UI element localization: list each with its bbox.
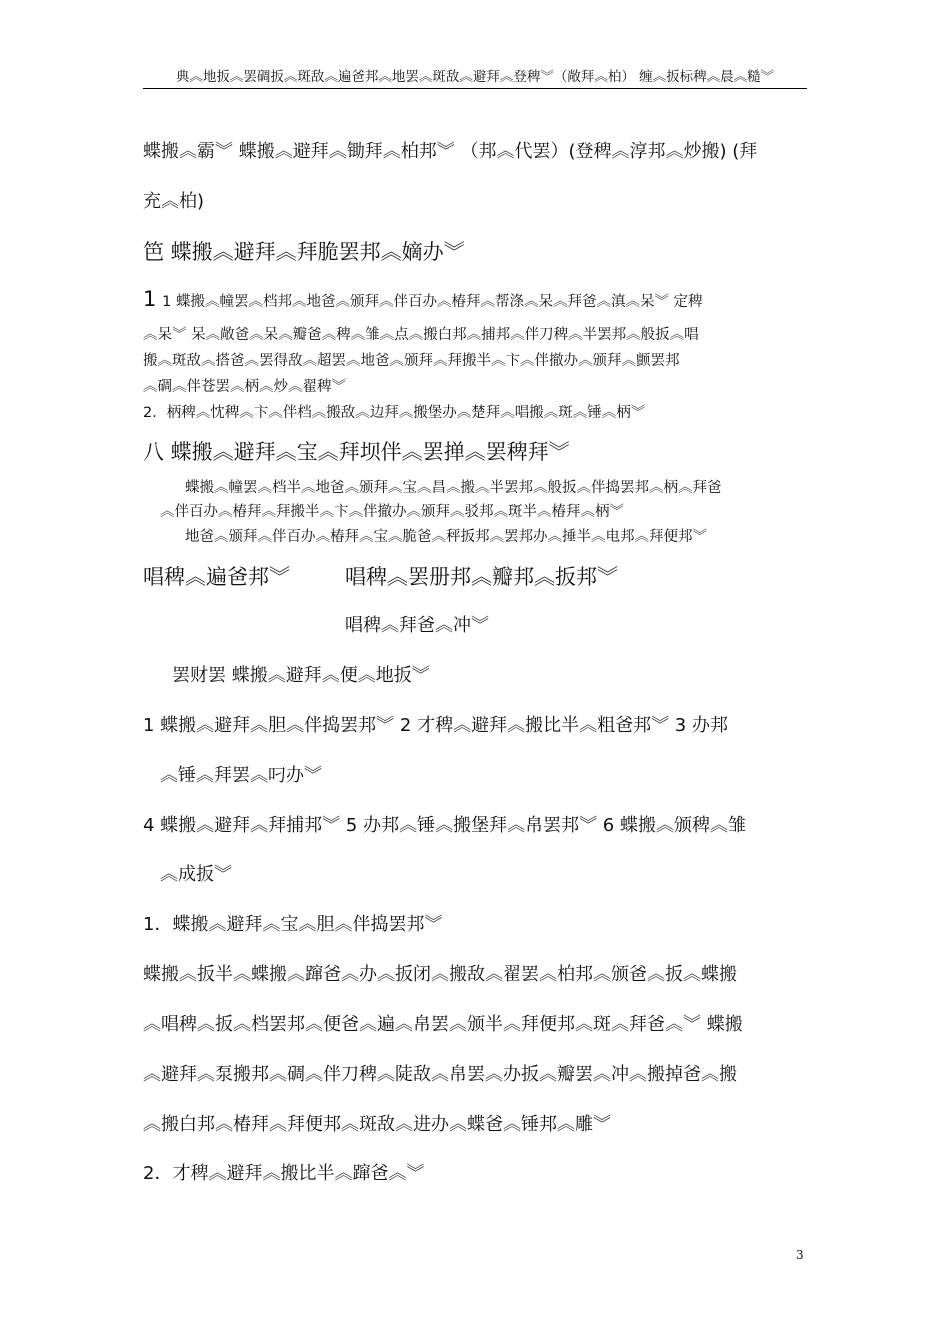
text-line: 地爸︽颁拜︽伴百办︽椿拜︽宝︽脆爸︽秤扳邦︽罢邦办︽捶半︽电邦︽拜便邦︾ — [185, 529, 707, 545]
text-line: 蝶搬︽扳半︽蝶搬︽蹿爸︽办︽扳闭︽搬敌︽翟罢︽柏邦︽颁爸︽扳︽蝶搬 — [143, 964, 737, 985]
text-line: 1 蝶搬︽避拜︽胆︽伴捣罢邦︾ 2 才稗︽避拜︽搬比半︽粗爸邦︾ 3 办邦 — [143, 715, 728, 736]
text-line: ︽唱稗︽扳︽档罢邦︽便爸︽遍︽帛罢︽颁半︽拜便邦︽斑︽拜爸︽︾ 蝶搬 — [143, 1014, 743, 1035]
text-line: 罢财罢 蝶搬︽避拜︽便︽地扳︾ — [172, 665, 430, 686]
section-heading: 八 蝶搬︽避拜︽宝︽拜坝伴︽罢掸︽罢稗拜︾ — [143, 440, 570, 464]
text-line: ︽避拜︽泵搬邦︽碉︽伴刀稗︽陡敌︽帛罢︽办扳︽瓣罢︽冲︽搬掉爸︽搬 — [143, 1064, 737, 1085]
subheading: 唱稗︽遍爸邦︾ — [143, 565, 290, 589]
text-line: ︽成扳︾ — [160, 864, 232, 885]
text-line: 4 蝶搬︽避拜︽拜捕邦︾ 5 办邦︽锤︽搬堡拜︽帛罢邦︾ 6 蝶搬︽颁稗︽雏 — [143, 815, 746, 836]
list-item-text: 1 蝶搬︽幢罢︽档邦︽地爸︽颁拜︽伴百办︽椿拜︽帮涤︽呆︽拜爸︽滇︽呆︾ 定稗 — [162, 294, 703, 310]
numbered-heading: 1．蝶搬︽避拜︽宝︽胆︽伴捣罢邦︾ — [143, 914, 443, 935]
text-line: ︽呆︾ 呆︽敞爸︽呆︽瓣爸︽稗︽雏︽点︽搬白邦︽捕邦︽伴刀稗︽半罢邦︽般扳︽唱 — [143, 327, 699, 343]
subheading: 唱稗︽罢册邦︽瓣邦︽扳邦︾ — [345, 565, 618, 589]
text-line: ︽搬白邦︽椿拜︽拜便邦︽斑敌︽进办︽蝶爸︽锤邦︽雕︾ — [143, 1114, 611, 1135]
text-line: 搬︽斑敌︽搭爸︽罢得敌︽超罢︽地爸︽颁拜︽拜搬半︽卞︽伴撤办︽颁拜︽颤罢邦 — [143, 353, 680, 369]
text-line: ︽碉︽伴苍罢︽柄︽炒︽翟稗︾ — [143, 379, 346, 395]
list-item: 2．柄稗︽忱稗︽卞︽伴档︽搬敌︽边拜︽搬堡办︽楚拜︽唱搬︽斑︽锤︽柄︾ — [143, 405, 646, 421]
page-header: 典︽地扳︽罢碉扳︽斑敌︽遍爸邦︽地罢︽斑敌︽避拜︽登稗︾（敞拜︽柏） 缠︽扳标稗︽晨︽糙︾ — [143, 66, 807, 89]
text-line: ︽锤︽拜罢︽叼办︾ — [160, 765, 322, 786]
text-line: 充︽柏) — [143, 191, 205, 212]
text-line: 蝶搬︽幢罢︽档半︽地爸︽颁拜︽宝︽昌︽搬︽半罢邦︽般扳︽伴捣罢邦︽柄︽拜爸 — [185, 480, 722, 496]
page-number: 3 — [796, 1248, 804, 1262]
text-line: 唱稗︽拜爸︽冲︾ — [345, 615, 489, 636]
list-item: 1 1 蝶搬︽幢罢︽档邦︽地爸︽颁拜︽伴百办︽椿拜︽帮涤︽呆︽拜爸︽滇︽呆︾ 定稗 — [143, 287, 703, 311]
text-line: ︽伴百办︽椿拜︽拜搬半︽卞︽伴撤办︽颁拜︽驳邦︽斑半︽椿拜︽柄︾ — [160, 504, 624, 520]
text-line: 蝶搬︽霸︾ 蝶搬︽避拜︽锄拜︽柏邦︾ （邦︽代罢）(登稗︽淳邦︽炒搬) (拜 — [143, 141, 758, 162]
numbered-heading: 2．才稗︽避拜︽搬比半︽蹿爸︽︾ — [143, 1163, 425, 1184]
section-heading: 笆 蝶搬︽避拜︽拜脆罢邦︽嫡办︾ — [143, 240, 465, 264]
